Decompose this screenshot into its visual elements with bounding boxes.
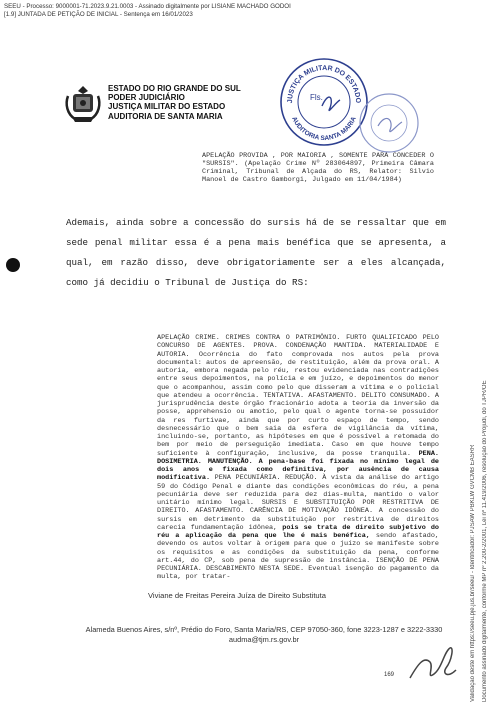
signer-name: Viviane de Freitas Pereira Juíza de Direito Substituta — [148, 591, 326, 600]
validation-notice: Validação deste em https://seeu.pje.jus.br/seeu/ - Identificador: PJSAW PBKLW GVCMB EASRR — [470, 444, 476, 702]
institution-state: ESTADO DO RIO GRANDE DO SUL — [108, 84, 241, 93]
court-stamp — [278, 56, 370, 148]
ementa-part-3: sendo afastado, devendo os autos voltar à origem para que o juízo se manifeste sobre os requisitos e as condições da substituição da pena, conforme art.44, do CP, sob pena de supressão de instância. ISENÇÃO DE PENA PECUNIÁRIA. DESCABIMENTO NESTA SEDE. Eventual isenção do pagamento da multa, por tratar- — [157, 532, 439, 582]
digital-signature-notice: Documento assinado digitalmente, conforme MP nº 2.200-2/2001, Lei nº 11.419/2006, resolução do Projudi, do TJPR/OE — [482, 380, 488, 702]
event-line: [1.9] JUNTADA DE PETIÇÃO DE INICIAL - Sentença em 16/01/2023 — [4, 11, 193, 18]
institution-block — [108, 84, 241, 121]
margin-bullet — [6, 258, 20, 272]
stamp-fls-label: Fls. — [310, 93, 323, 102]
footer-address: Alameda Buenos Aires, s/nº, Prédio do Foro, Santa Maria/RS, CEP 97050-360, fone 3223-1287 e 3222-3330 — [85, 625, 443, 634]
institution-auditoria: AUDITORIA DE SANTA MARIA — [108, 111, 223, 121]
stamp-top-text: JUSTIÇA MILITAR DO ESTADO — [286, 64, 362, 104]
ementa-bold-2: pois se trata de direito subjetivo do réu a aplicação da pena que lhe é mais benéfica, — [157, 523, 439, 540]
page-number: 169 — [384, 672, 395, 678]
ementa-bold-1: PENA. DOSIMETRIA. MANUTENÇÃO. A pena-base foi fixada no mínimo legal de dois anos e fixada como definitiva, por ausência de causa modificativa. — [157, 449, 439, 483]
handwritten-signature — [404, 634, 460, 690]
ementa-part-2: PENA PECUNIÁRIA. REDUÇÃO. À vista da análise do artigo 59 do Código Penal e diante das condições econômicas do réu, a pena pecuniária deve ser reduzida para dez dias-multa, mantido o valor unitário mínimo legal. SURSIS E SUBSTITUIÇÃO POR RESTRITIVA DE DIREITO. AFASTAMENTO. CARÊNCIA DE MOTIVAÇÃO IDÔNEA. A concessão do sursis em detrimento da substituição por restritiva de direitos carecia fundamentação idônea, — [157, 474, 439, 532]
document-header — [4, 3, 291, 19]
body-paragraph: Ademais, ainda sobre a concessão do sursis há de se ressaltar que em sede penal militar essa é a pena mais benéfica que se apresenta, a qual, em razão disso, deve obrigatoriamente ser a eles alcançada, como já decidiu o Tribunal de Justiça do RS: — [66, 217, 446, 288]
page-footer — [74, 625, 454, 645]
institution-power: PODER JUDICIÁRIO — [108, 93, 185, 103]
ementa-block — [157, 334, 439, 582]
footer-email: audma@tjm.rs.gov.br — [228, 635, 300, 644]
process-line: SEEU - Processo: 9000001-71.2023.9.21.0003 - Assinado digitalmente por LISIANE MACHADO GODOI — [4, 3, 291, 10]
ementa-part-1: APELAÇÃO CRIME. CRIMES CONTRA O PATRIMÔNIO. FURTO QUALIFICADO PELO CONCURSO DE AGENTES. PROVA. CONDENAÇÃO MANTIDA. MATERIALIDADE E AUTORIA. Ocorrência do fato comprovada nos autos pela prova documental: autos de apreensão, de restituição, além da prova oral. A autoria, embora negada pelo réu, restou evidenciada nas contradições entre seus depoimentos, na polícia e em juízo, e depoimentos do menor que o acompanhou, assim como pelo que disseram a vítima e o policial que atendeu a ocorrência. TENTATIVA. AFASTAMENTO. DELITO CONSUMADO. A jurisprudência deste órgão fracionário adota a teoria da inversão da posse, apprehensio ou amotio, pelo qual o agente torna-se possuidor da res furtivae, ainda que por curto espaço de tempo, sendo desnecessário que o bem saia da esfera de vigilância da vítima, incluindo-se, portanto, as hipóteses em que é possível a retomada do bem por meio de perseguição imediata. Caso em que houve tempo suficiente à configuração, inclusive, da posse tranquila. — [157, 334, 439, 458]
coat-of-arms-logo — [64, 84, 102, 124]
faint-stamp — [358, 92, 420, 154]
stamp-bottom-text: AUDITORIA SANTA MARIA — [290, 115, 358, 143]
institution-court: JUSTIÇA MILITAR DO ESTADO — [108, 102, 226, 112]
case-reference: APELAÇÃO PROVIDA , POR MAIORIA , SOMENTE PARA CONCEDER O "SURSIS". (Apelação Crime Nº 283064897, Primeira Câmara Criminal, Tribunal de Alçada do RS, Relator: Silvio Manoel de Castro Gamborgi, Julgado em 11/04/1984) — [202, 152, 434, 184]
